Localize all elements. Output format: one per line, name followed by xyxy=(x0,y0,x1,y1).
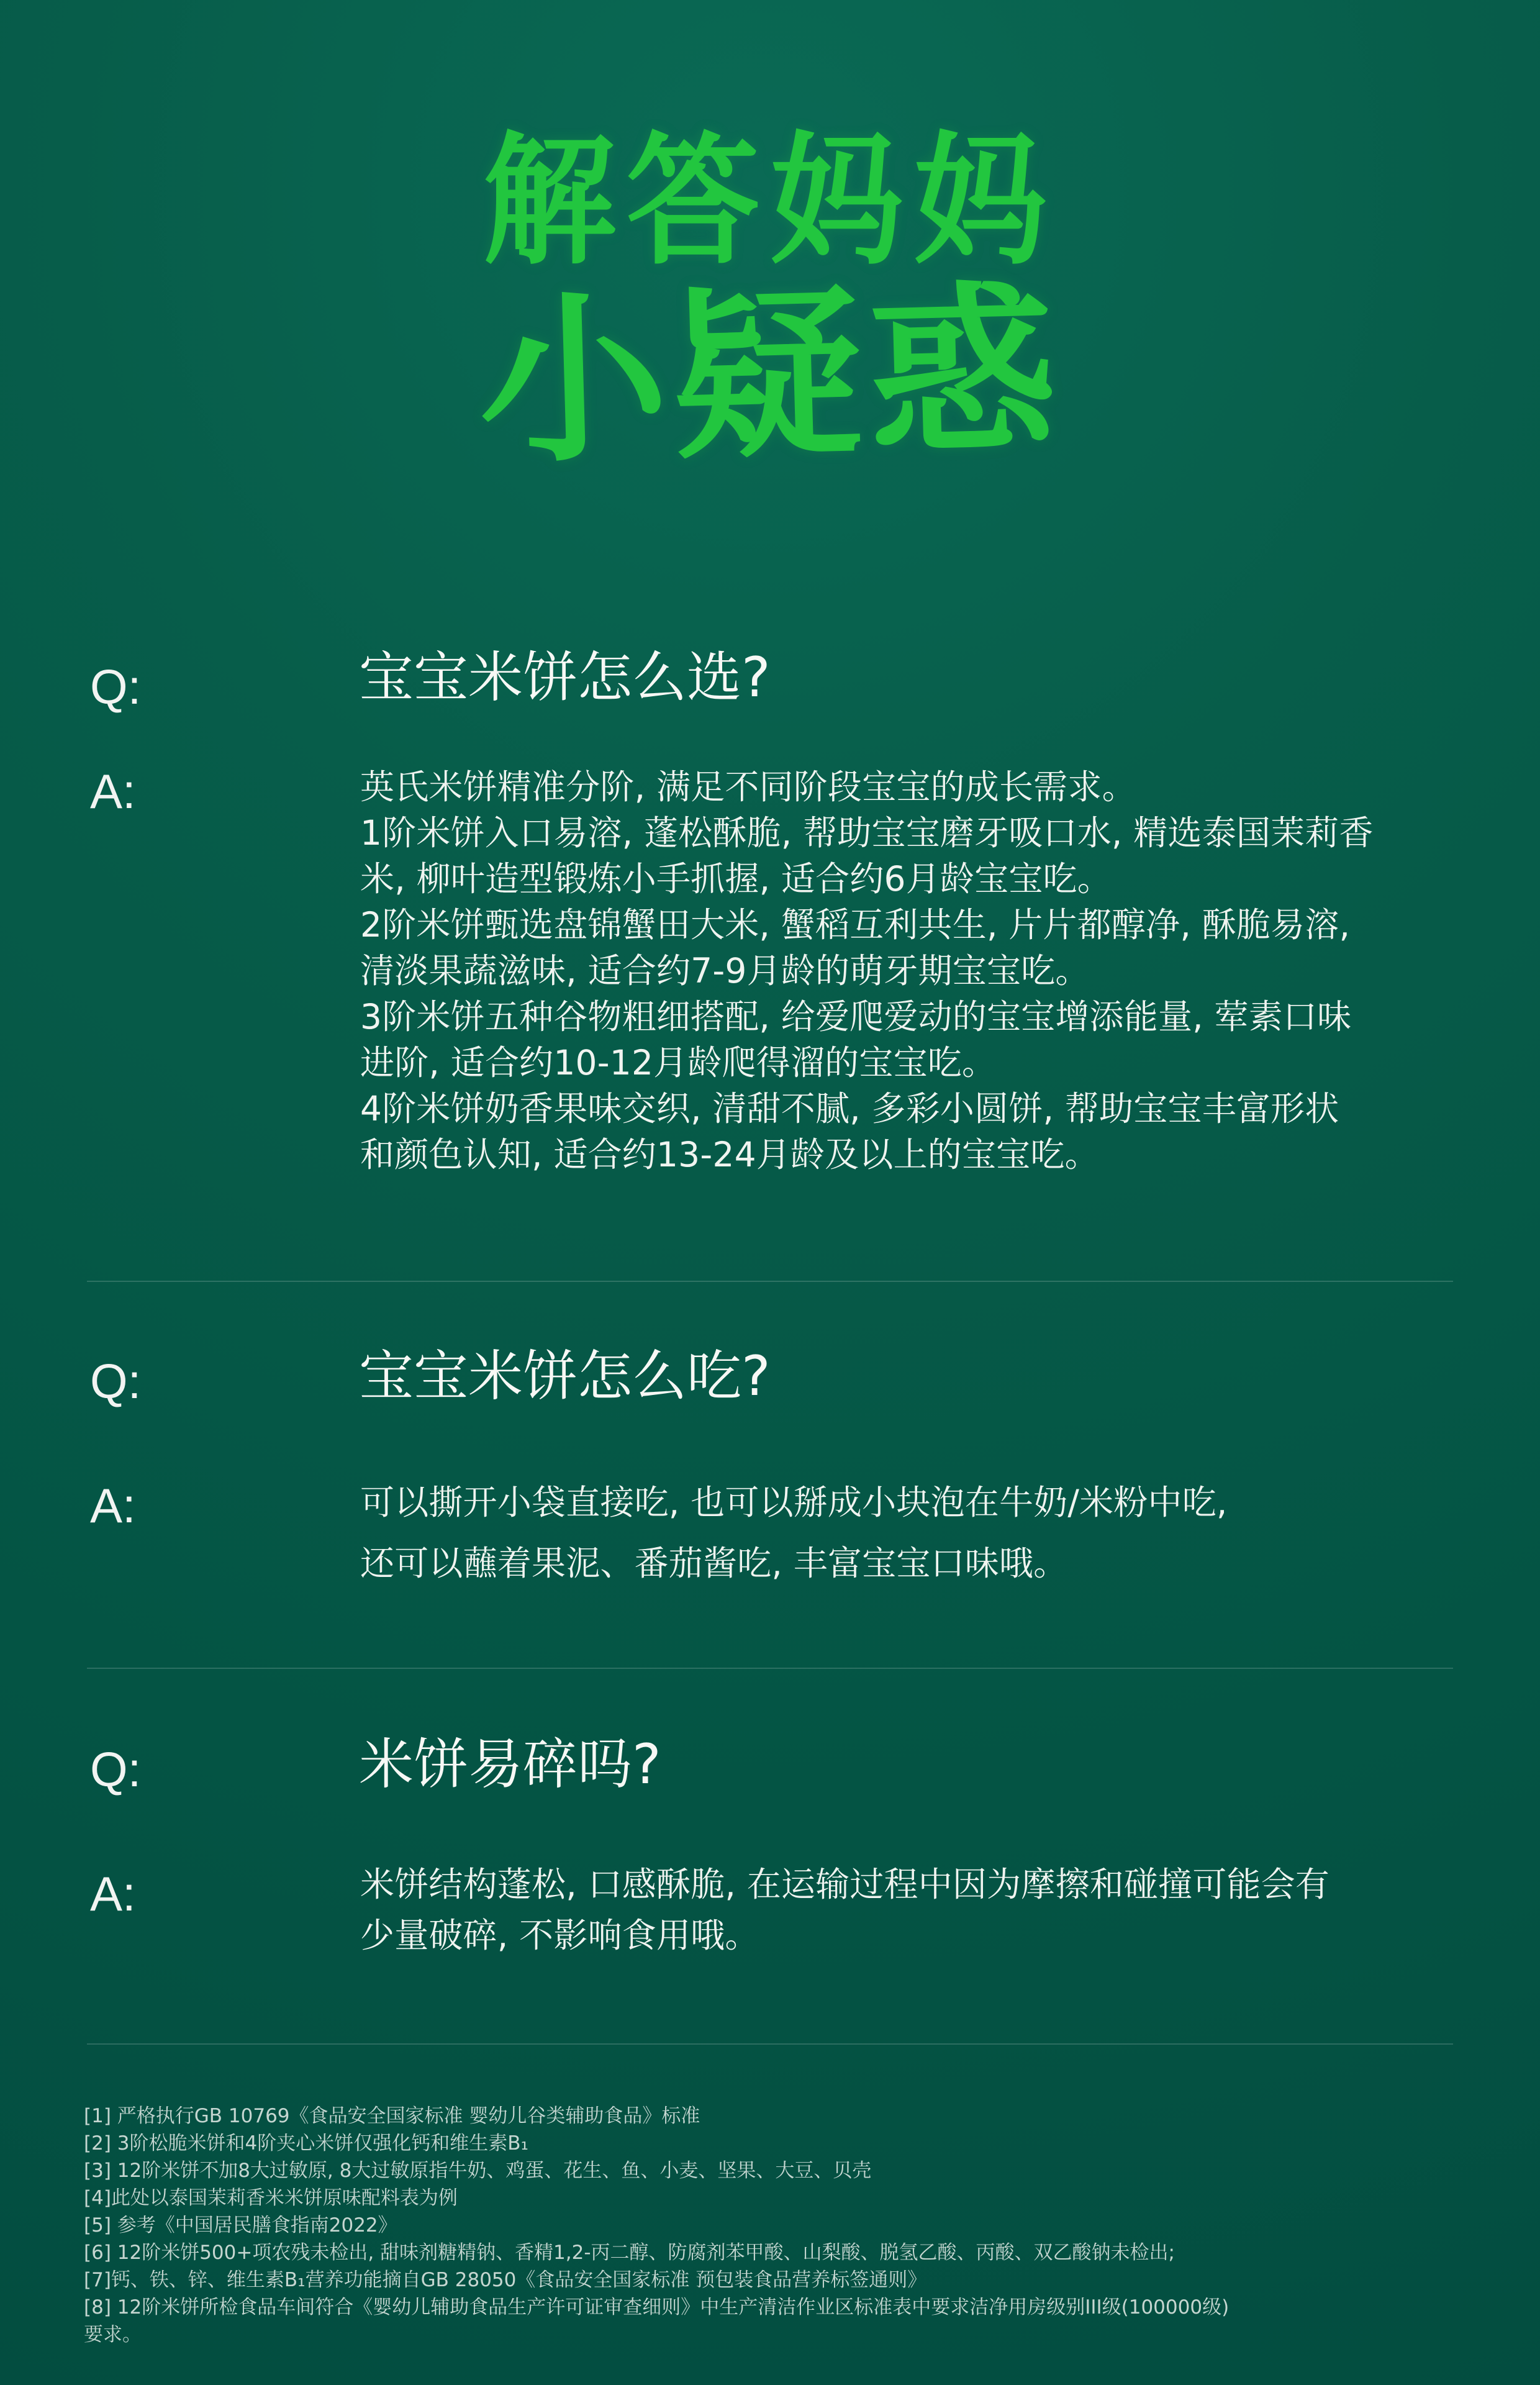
section-divider xyxy=(87,1281,1453,1282)
question-label: Q: xyxy=(90,1742,142,1797)
title-line-two: 小疑惑 xyxy=(476,265,1064,489)
footnote-2: [2] 3阶松脆米饼和4阶夹心米饼仅强化钙和维生素B₁ xyxy=(84,2132,528,2155)
footnote-6: [6] 12阶米饼500+项农残未检出, 甜味剂糖精钠、香精1,2-丙二醇、防腐剂苯甲酸、山梨酸、脱氢乙酸、丙酸、双乙酸钠未检出; xyxy=(84,2242,1175,2264)
footnote-4: [4]此处以泰国茉莉香米米饼原味配料表为例 xyxy=(84,2187,458,2209)
answer-text: 可以撕开小袋直接吃, 也可以掰成小块泡在牛奶/米粉中吃, 还可以蘸着果泥、番茄酱吃, 丰富宝宝口味哦。 xyxy=(360,1483,1228,1583)
question-label: Q: xyxy=(90,1354,142,1409)
section-divider xyxy=(87,2043,1453,2045)
title-line-one: 解答妈妈 xyxy=(482,119,1058,284)
question-text: 宝宝米饼怎么选? xyxy=(359,645,771,709)
answer-label: A: xyxy=(90,1478,136,1533)
answer-text: 英氏米饼精准分阶, 满足不同阶段宝宝的成长需求。 1阶米饼入口易溶, 蓬松酥脆, 帮助宝宝磨牙吸口水, 精选泰国茉莉香 米, 柳叶造型锻炼小手抓握, 适合约6月龄宝宝吃。 2阶米饼甄选盘锦蟹田大米, 蟹稻互利共生, 片片都醇净, 酥脆易溶, 清淡果蔬滋味, 适合约7-9月龄的萌牙期宝宝吃。 3阶米饼五种谷物粗细搭配, 给爱爬爱动的宝宝增添能量, 荤素口味 进阶, 适合约10-12月龄爬得溜的宝宝吃。 4阶米饼奶香果味交织, 清甜不腻, 多彩小圆饼, 帮助宝宝丰富形状 和颜色认知, 适合约13-24月龄及以上的宝宝吃。 xyxy=(360,767,1374,1174)
footnotes xyxy=(84,2102,1475,2348)
footnote-1: [1] 严格执行GB 10769《食品安全国家标准 婴幼儿谷类辅助食品》标准 xyxy=(84,2105,700,2127)
question-text: 宝宝米饼怎么吃? xyxy=(359,1344,771,1408)
footnote-5: [5] 参考《中国居民膳食指南2022》 xyxy=(84,2214,397,2237)
footnote-3: [3] 12阶米饼不加8大过敏原, 8大过敏原指牛奶、鸡蛋、花生、鱼、小麦、坚果、大豆、贝壳 xyxy=(84,2160,872,2182)
footnote-7: [7]钙、铁、锌、维生素B₁营养功能摘自GB 28050《食品安全国家标准 预包装食品营养标签通则》 xyxy=(84,2269,927,2291)
footnote-8: [8] 12阶米饼所检食品车间符合《婴幼儿辅助食品生产许可证审查细则》中生产清洁作业区标准表中要求洁净用房级别III级(100000级) 要求。 xyxy=(84,2296,1230,2346)
section-divider xyxy=(87,1668,1453,1669)
answer-text: 米饼结构蓬松, 口感酥脆, 在运输过程中因为摩擦和碰撞可能会有 少量破碎, 不影响食用哦。 xyxy=(360,1865,1330,1955)
question-label: Q: xyxy=(90,660,142,714)
answer-label: A: xyxy=(90,764,136,819)
answer-label: A: xyxy=(90,1866,136,1921)
question-text: 米饼易碎吗? xyxy=(359,1732,661,1796)
